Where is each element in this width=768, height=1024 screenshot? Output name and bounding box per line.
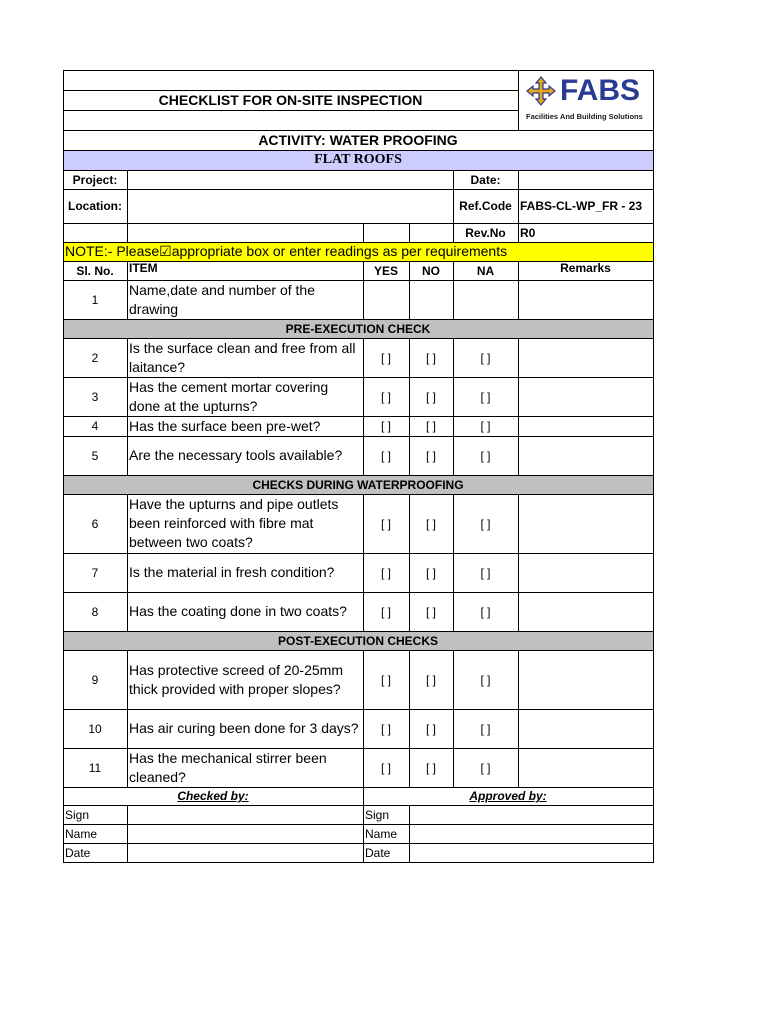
col-header-no: NO <box>422 263 440 278</box>
yes-checkbox[interactable]: [ ] <box>380 760 391 775</box>
no-checkbox[interactable]: [ ] <box>425 389 436 404</box>
project-label: Project: <box>72 172 118 187</box>
row-item-text: Has the coating done in two coats? <box>129 603 347 619</box>
row-item-text: Has the surface been pre-wet? <box>129 417 321 434</box>
section-header: CHECKS DURING WATERPROOFING <box>252 477 464 492</box>
grid-line <box>63 862 654 863</box>
approved-by-header: Approved by: <box>469 789 547 803</box>
yes-cell[interactable] <box>363 280 409 319</box>
no-checkbox[interactable]: [ ] <box>425 565 436 580</box>
yes-checkbox[interactable]: [ ] <box>380 448 391 463</box>
row-item-text: Has the mechanical stirrer been cleaned? <box>129 749 327 785</box>
yes-checkbox[interactable]: [ ] <box>380 565 391 580</box>
approved-name-label: Name <box>365 826 398 841</box>
na-checkbox[interactable]: [ ] <box>480 419 491 433</box>
remarks-cell[interactable] <box>518 494 653 553</box>
cross-arrows-icon <box>526 76 556 106</box>
na-checkbox[interactable]: [ ] <box>480 604 491 619</box>
section-subtitle: FLAT ROOFS <box>314 152 402 167</box>
row-item-text: Has the cement mortar covering done at the upturns? <box>129 378 329 414</box>
grid-line <box>518 70 519 131</box>
row-number: 4 <box>91 419 99 433</box>
activity-title: ACTIVITY: WATER PROOFING <box>258 132 458 148</box>
na-cell[interactable] <box>453 280 518 319</box>
remarks-cell[interactable] <box>518 416 653 436</box>
row-number: 3 <box>91 389 99 404</box>
remarks-cell[interactable] <box>518 338 653 377</box>
logo-tagline: Facilities And Building Solutions <box>526 112 643 121</box>
yes-checkbox[interactable]: [ ] <box>380 604 391 619</box>
remarks-cell[interactable] <box>518 436 653 475</box>
col-header-yes: YES <box>373 263 398 278</box>
no-cell[interactable] <box>409 280 453 319</box>
na-checkbox[interactable]: [ ] <box>480 350 491 365</box>
row-number: 11 <box>88 760 102 775</box>
no-checkbox[interactable]: [ ] <box>425 672 436 687</box>
checked-name-field[interactable] <box>127 824 363 843</box>
no-checkbox[interactable]: [ ] <box>425 419 436 433</box>
na-checkbox[interactable]: [ ] <box>480 516 491 531</box>
section-header: PRE-EXECUTION CHECK <box>285 321 431 336</box>
grid-line <box>63 110 519 111</box>
na-checkbox[interactable]: [ ] <box>480 448 491 463</box>
grid-line <box>63 70 654 71</box>
remarks-cell[interactable] <box>518 709 653 748</box>
no-checkbox[interactable]: [ ] <box>425 760 436 775</box>
col-header-item: ITEM <box>129 261 158 275</box>
approved-date-label: Date <box>365 845 391 860</box>
row-item-text: Have the upturns and pipe outlets been reinforced with fibre mat between two coats? <box>129 496 339 550</box>
na-checkbox[interactable]: [ ] <box>480 565 491 580</box>
col-header-sl-no: Sl. No. <box>76 263 114 278</box>
no-checkbox[interactable]: [ ] <box>425 350 436 365</box>
row-number: 1 <box>91 292 99 307</box>
row-number: 9 <box>91 672 99 687</box>
yes-checkbox[interactable]: [ ] <box>380 419 391 433</box>
yes-checkbox[interactable]: [ ] <box>380 721 391 736</box>
yes-checkbox[interactable]: [ ] <box>380 350 391 365</box>
row-number: 7 <box>91 565 99 580</box>
remarks-cell[interactable] <box>518 553 653 592</box>
revno-label: Rev.No <box>465 225 506 240</box>
fabs-logo <box>520 72 652 128</box>
checked-sign-label: Sign <box>65 807 90 822</box>
row-number: 5 <box>91 448 99 463</box>
row-item-text: Has protective screed of 20-25mm thick provided with proper slopes? <box>129 661 343 697</box>
no-checkbox[interactable]: [ ] <box>425 721 436 736</box>
logo-wordmark: FABS <box>560 74 641 107</box>
yes-checkbox[interactable]: [ ] <box>380 516 391 531</box>
na-checkbox[interactable]: [ ] <box>480 760 491 775</box>
na-checkbox[interactable]: [ ] <box>480 721 491 736</box>
section-header: POST-EXECUTION CHECKS <box>277 633 439 648</box>
row-number: 8 <box>91 604 99 619</box>
location-label: Location: <box>68 199 122 213</box>
remarks-cell[interactable] <box>518 377 653 416</box>
date-label: Date: <box>470 172 501 187</box>
row-number: 2 <box>91 350 99 365</box>
checked-name-label: Name <box>65 826 98 841</box>
no-checkbox[interactable]: [ ] <box>425 604 436 619</box>
na-checkbox[interactable]: [ ] <box>480 672 491 687</box>
date-field[interactable] <box>518 170 653 189</box>
row-number: 10 <box>88 721 102 736</box>
revno-value: R0 <box>520 225 536 240</box>
yes-checkbox[interactable]: [ ] <box>380 389 391 404</box>
page-title: CHECKLIST FOR ON-SITE INSPECTION <box>158 92 423 108</box>
row-item-text: Has air curing been done for 3 days? <box>129 720 359 736</box>
grid-line <box>409 223 410 243</box>
approved-date-field[interactable] <box>409 843 653 862</box>
na-checkbox[interactable]: [ ] <box>480 389 491 404</box>
checked-sign-field[interactable] <box>127 805 363 824</box>
refcode-value: FABS-CL-WP_FR - 23 <box>520 199 643 213</box>
row-item-text: Are the necessary tools available? <box>129 447 343 463</box>
approved-name-field[interactable] <box>409 824 653 843</box>
no-checkbox[interactable]: [ ] <box>425 448 436 463</box>
row-number: 6 <box>91 516 99 531</box>
row-item-text: Is the material in fresh condition? <box>129 564 335 580</box>
checked-date-label: Date <box>65 845 91 860</box>
yes-checkbox[interactable]: [ ] <box>380 672 391 687</box>
row-item-text: Is the surface clean and free from all laitance? <box>129 339 356 375</box>
col-header-remarks: Remarks <box>560 261 611 275</box>
approved-sign-field[interactable] <box>409 805 653 824</box>
refcode-label: Ref.Code <box>459 199 512 213</box>
checked-date-field[interactable] <box>127 843 363 862</box>
col-header-na: NA <box>476 263 495 278</box>
grid-line <box>363 223 364 243</box>
remarks-cell[interactable] <box>518 280 653 319</box>
project-field[interactable] <box>127 170 453 189</box>
no-checkbox[interactable]: [ ] <box>425 516 436 531</box>
location-field[interactable] <box>127 189 453 223</box>
row-item-text: Name,date and number of the drawing <box>129 281 316 317</box>
remarks-cell[interactable] <box>518 650 653 709</box>
remarks-cell[interactable] <box>518 592 653 631</box>
instruction-note: NOTE:- Please☑appropriate box or enter readings as per requirements <box>65 243 508 259</box>
approved-sign-label: Sign <box>365 807 390 822</box>
remarks-cell[interactable] <box>518 748 653 787</box>
checked-by-header: Checked by: <box>177 789 249 803</box>
